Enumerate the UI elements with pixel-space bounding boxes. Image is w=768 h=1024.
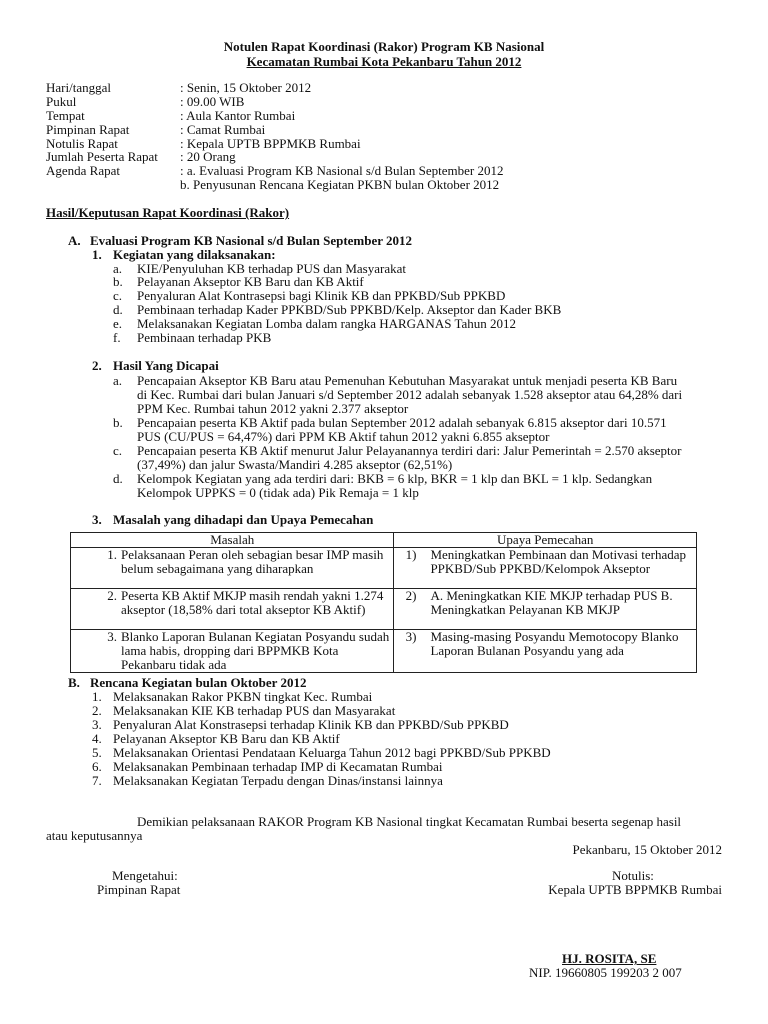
table-cell bbox=[71, 630, 394, 673]
list-item: Penyaluran Alat Kontrasepsi bagi Klinik KB dan PPKBD/Sub PPKBD bbox=[137, 288, 506, 303]
info-label: Jumlah Peserta Rapat bbox=[46, 149, 158, 164]
sub3-title: Masalah yang dihadapi dan Upaya Pemecahan bbox=[113, 512, 374, 527]
sub3-marker: 3. bbox=[92, 512, 102, 527]
section-b-marker: B. bbox=[68, 675, 80, 690]
upaya-text: Meningkatkan Pembinaan dan Motivasi terhadap PPKBD/Sub PPKBD/Kelompok Akseptor bbox=[430, 547, 687, 576]
sub1-marker: 1. bbox=[92, 247, 102, 262]
left-sign-role: Pimpinan Rapat bbox=[97, 882, 181, 897]
list-item: Pembinaan terhadap PKB bbox=[137, 330, 272, 345]
sub2-marker: 2. bbox=[92, 358, 102, 373]
row-number: 2. bbox=[107, 588, 117, 603]
upaya-text: Masing-masing Posyandu Memotocopy Blanko Laporan Bulanan Posyandu yang ada bbox=[430, 629, 679, 658]
table-row bbox=[71, 630, 697, 673]
masalah-text: Blanko Laporan Bulanan Kegiatan Posyandu sudah lama habis, dropping dari BPPMKB Kota Pekanbaru tidak ada bbox=[121, 629, 390, 672]
info-value: : Senin, 15 Oktober 2012 bbox=[180, 80, 312, 95]
list-marker: d. bbox=[113, 471, 123, 486]
list-item-line: Pencapaian Akseptor KB Baru atau Pemenuhan Kebutuhan Masyarakat untuk menjadi peserta KB Baru bbox=[137, 373, 678, 388]
list-item-line: PUS (CU/PUS = 64,47%) dari PPM KB Aktif tahun 2012 yakni 6.855 akseptor bbox=[137, 429, 550, 444]
masalah-text: Pelaksanaan Peran oleh sebagian besar IMP masih belum sebagaimana yang diharapkan bbox=[121, 547, 384, 576]
info-label: Hari/tanggal bbox=[46, 80, 111, 95]
upaya-text: A. Meningkatkan KIE MKJP terhadap PUS B. Meningkatkan Pelayanan KB MKJP bbox=[430, 588, 673, 617]
agenda-b: b. Penyusunan Rencana Kegiatan PKBN bulan Oktober 2012 bbox=[180, 177, 500, 192]
section-a-title: Evaluasi Program KB Nasional s/d Bulan September 2012 bbox=[90, 233, 413, 248]
table-cell bbox=[394, 630, 697, 673]
table-header-row bbox=[71, 533, 697, 548]
table-cell bbox=[394, 548, 697, 589]
section-b-title: Rencana Kegiatan bulan Oktober 2012 bbox=[90, 675, 307, 690]
table-cell bbox=[394, 589, 697, 630]
table-cell bbox=[71, 589, 394, 630]
row-number: 1) bbox=[405, 547, 417, 562]
info-value: : Kepala UPTB BPPMKB Rumbai bbox=[180, 136, 361, 151]
hasil-heading: Hasil/Keputusan Rapat Koordinasi (Rakor) bbox=[46, 205, 290, 220]
info-label: Agenda Rapat bbox=[46, 163, 121, 178]
doc-title: Notulen Rapat Koordinasi (Rakor) Program KB Nasional bbox=[223, 39, 545, 54]
signer-name: HJ. ROSITA, SE bbox=[562, 951, 657, 966]
list-item-line: Kelompok Kegiatan yang ada terdiri dari: BKB = 6 klp, BKR = 1 klp dan BKL = 1 klp. Sedangkan bbox=[137, 471, 653, 486]
list-item-line: Kelompok UPPKS = 0 (tidak ada) Pik Remaja = 1 klp bbox=[137, 485, 419, 500]
list-item: Pelayanan Akseptor KB Baru dan KB Aktif bbox=[137, 274, 364, 289]
list-item-line: PPM Kec. Rumbai tahun 2012 yakni 2.377 akseptor bbox=[137, 401, 409, 416]
info-value: : 09.00 WIB bbox=[180, 94, 245, 109]
list-item-line: Pencapaian peserta KB Aktif pada bulan September 2012 adalah sebanyak 6.815 akseptor dari 10.571 bbox=[137, 415, 667, 430]
list-marker: b. bbox=[113, 415, 123, 430]
list-item: Penyaluran Alat Konstrasepsi terhadap Klinik KB dan PPKBD/Sub PPKBD bbox=[113, 717, 509, 732]
table-row bbox=[71, 589, 697, 630]
list-item: KIE/Penyuluhan KB terhadap PUS dan Masyarakat bbox=[137, 261, 406, 276]
list-marker: c. bbox=[113, 288, 123, 303]
section-a-marker: A. bbox=[68, 233, 81, 248]
signer-nip: NIP. 19660805 199203 2 007 bbox=[529, 965, 682, 980]
list-marker: d. bbox=[113, 302, 123, 317]
list-marker: 4. bbox=[92, 731, 102, 746]
info-label: Pukul bbox=[46, 94, 77, 109]
list-marker: 2. bbox=[92, 703, 102, 718]
row-number: 2) bbox=[405, 588, 417, 603]
list-item: Melaksanakan Pembinaan terhadap IMP di Kecamatan Rumbai bbox=[113, 759, 443, 774]
table-cell bbox=[71, 548, 394, 589]
list-marker: 7. bbox=[92, 773, 102, 788]
list-item: Melaksanakan Orientasi Pendataan Keluarga Tahun 2012 bagi PPKBD/Sub PPKBD bbox=[113, 745, 551, 760]
list-item-line: Pencapaian peserta KB Aktif menurut Jalur Pelayanannya terdiri dari: Jalur Pemerintah = 2.570 akseptor bbox=[137, 443, 682, 458]
closing-line: Demikian pelaksanaan RAKOR Program KB Nasional tingkat Kecamatan Rumbai beserta segenap hasil bbox=[137, 814, 682, 829]
row-number: 3. bbox=[107, 629, 117, 644]
row-number: 3) bbox=[405, 629, 417, 644]
closing-line: atau keputusannya bbox=[46, 828, 143, 843]
info-value: : Camat Rumbai bbox=[180, 122, 266, 137]
table-row bbox=[71, 548, 697, 589]
list-marker: e. bbox=[113, 316, 123, 331]
list-marker: 3. bbox=[92, 717, 102, 732]
info-value: : a. Evaluasi Program KB Nasional s/d Bulan September 2012 bbox=[180, 163, 504, 178]
list-item-line: (37,49%) dan jalur Swasta/Mandiri 4.285 akseptor (62,51%) bbox=[137, 457, 453, 472]
info-label: Tempat bbox=[46, 108, 85, 123]
list-item: Pembinaan terhadap Kader PPKBD/Sub PPKBD/Kelp. Akseptor dan Kader BKB bbox=[137, 302, 562, 317]
doc-subtitle: Kecamatan Rumbai Kota Pekanbaru Tahun 2012 bbox=[246, 54, 522, 69]
sub1-title: Kegiatan yang dilaksanakan: bbox=[113, 247, 276, 262]
left-sign-title: Mengetahui: bbox=[112, 868, 178, 883]
list-marker: f. bbox=[113, 330, 121, 345]
list-item: Melaksanakan Rakor PKBN tingkat Kec. Rumbai bbox=[113, 689, 373, 704]
list-marker: c. bbox=[113, 443, 123, 458]
masalah-text: Peserta KB Aktif MKJP masih rendah yakni 1.274 akseptor (18,58% dari total akseptor KB Aktif) bbox=[121, 588, 384, 617]
info-value: : Aula Kantor Rumbai bbox=[180, 108, 296, 123]
list-item: Melaksanakan Kegiatan Lomba dalam rangka HARGANAS Tahun 2012 bbox=[137, 316, 517, 331]
right-sign-title: Notulis: bbox=[612, 868, 654, 883]
place-date: Pekanbaru, 15 Oktober 2012 bbox=[572, 842, 722, 857]
list-marker: b. bbox=[113, 274, 123, 289]
list-marker: 5. bbox=[92, 745, 102, 760]
info-label: Notulis Rapat bbox=[46, 136, 118, 151]
list-marker: 1. bbox=[92, 689, 102, 704]
masalah-table bbox=[70, 532, 697, 673]
list-item: Pelayanan Akseptor KB Baru dan KB Aktif bbox=[113, 731, 340, 746]
info-value: : 20 Orang bbox=[180, 149, 236, 164]
info-label: Pimpinan Rapat bbox=[46, 122, 130, 137]
list-marker: a. bbox=[113, 373, 123, 388]
list-item-line: di Kec. Rumbai dari bulan Januari s/d September 2012 adalah sebanyak 1.528 akseptor atau 64,28% dari bbox=[137, 387, 683, 402]
list-item: Melaksanakan Kegiatan Terpadu dengan Dinas/instansi lainnya bbox=[113, 773, 443, 788]
list-marker: a. bbox=[113, 261, 123, 276]
list-marker: 6. bbox=[92, 759, 102, 774]
right-sign-role: Kepala UPTB BPPMKB Rumbai bbox=[548, 882, 722, 897]
sub2-title: Hasil Yang Dicapai bbox=[113, 358, 219, 373]
table-header: Upaya Pemecahan bbox=[394, 533, 697, 548]
row-number: 1. bbox=[107, 547, 117, 562]
table-header: Masalah bbox=[71, 533, 394, 548]
list-item: Melaksanakan KIE KB terhadap PUS dan Masyarakat bbox=[113, 703, 396, 718]
